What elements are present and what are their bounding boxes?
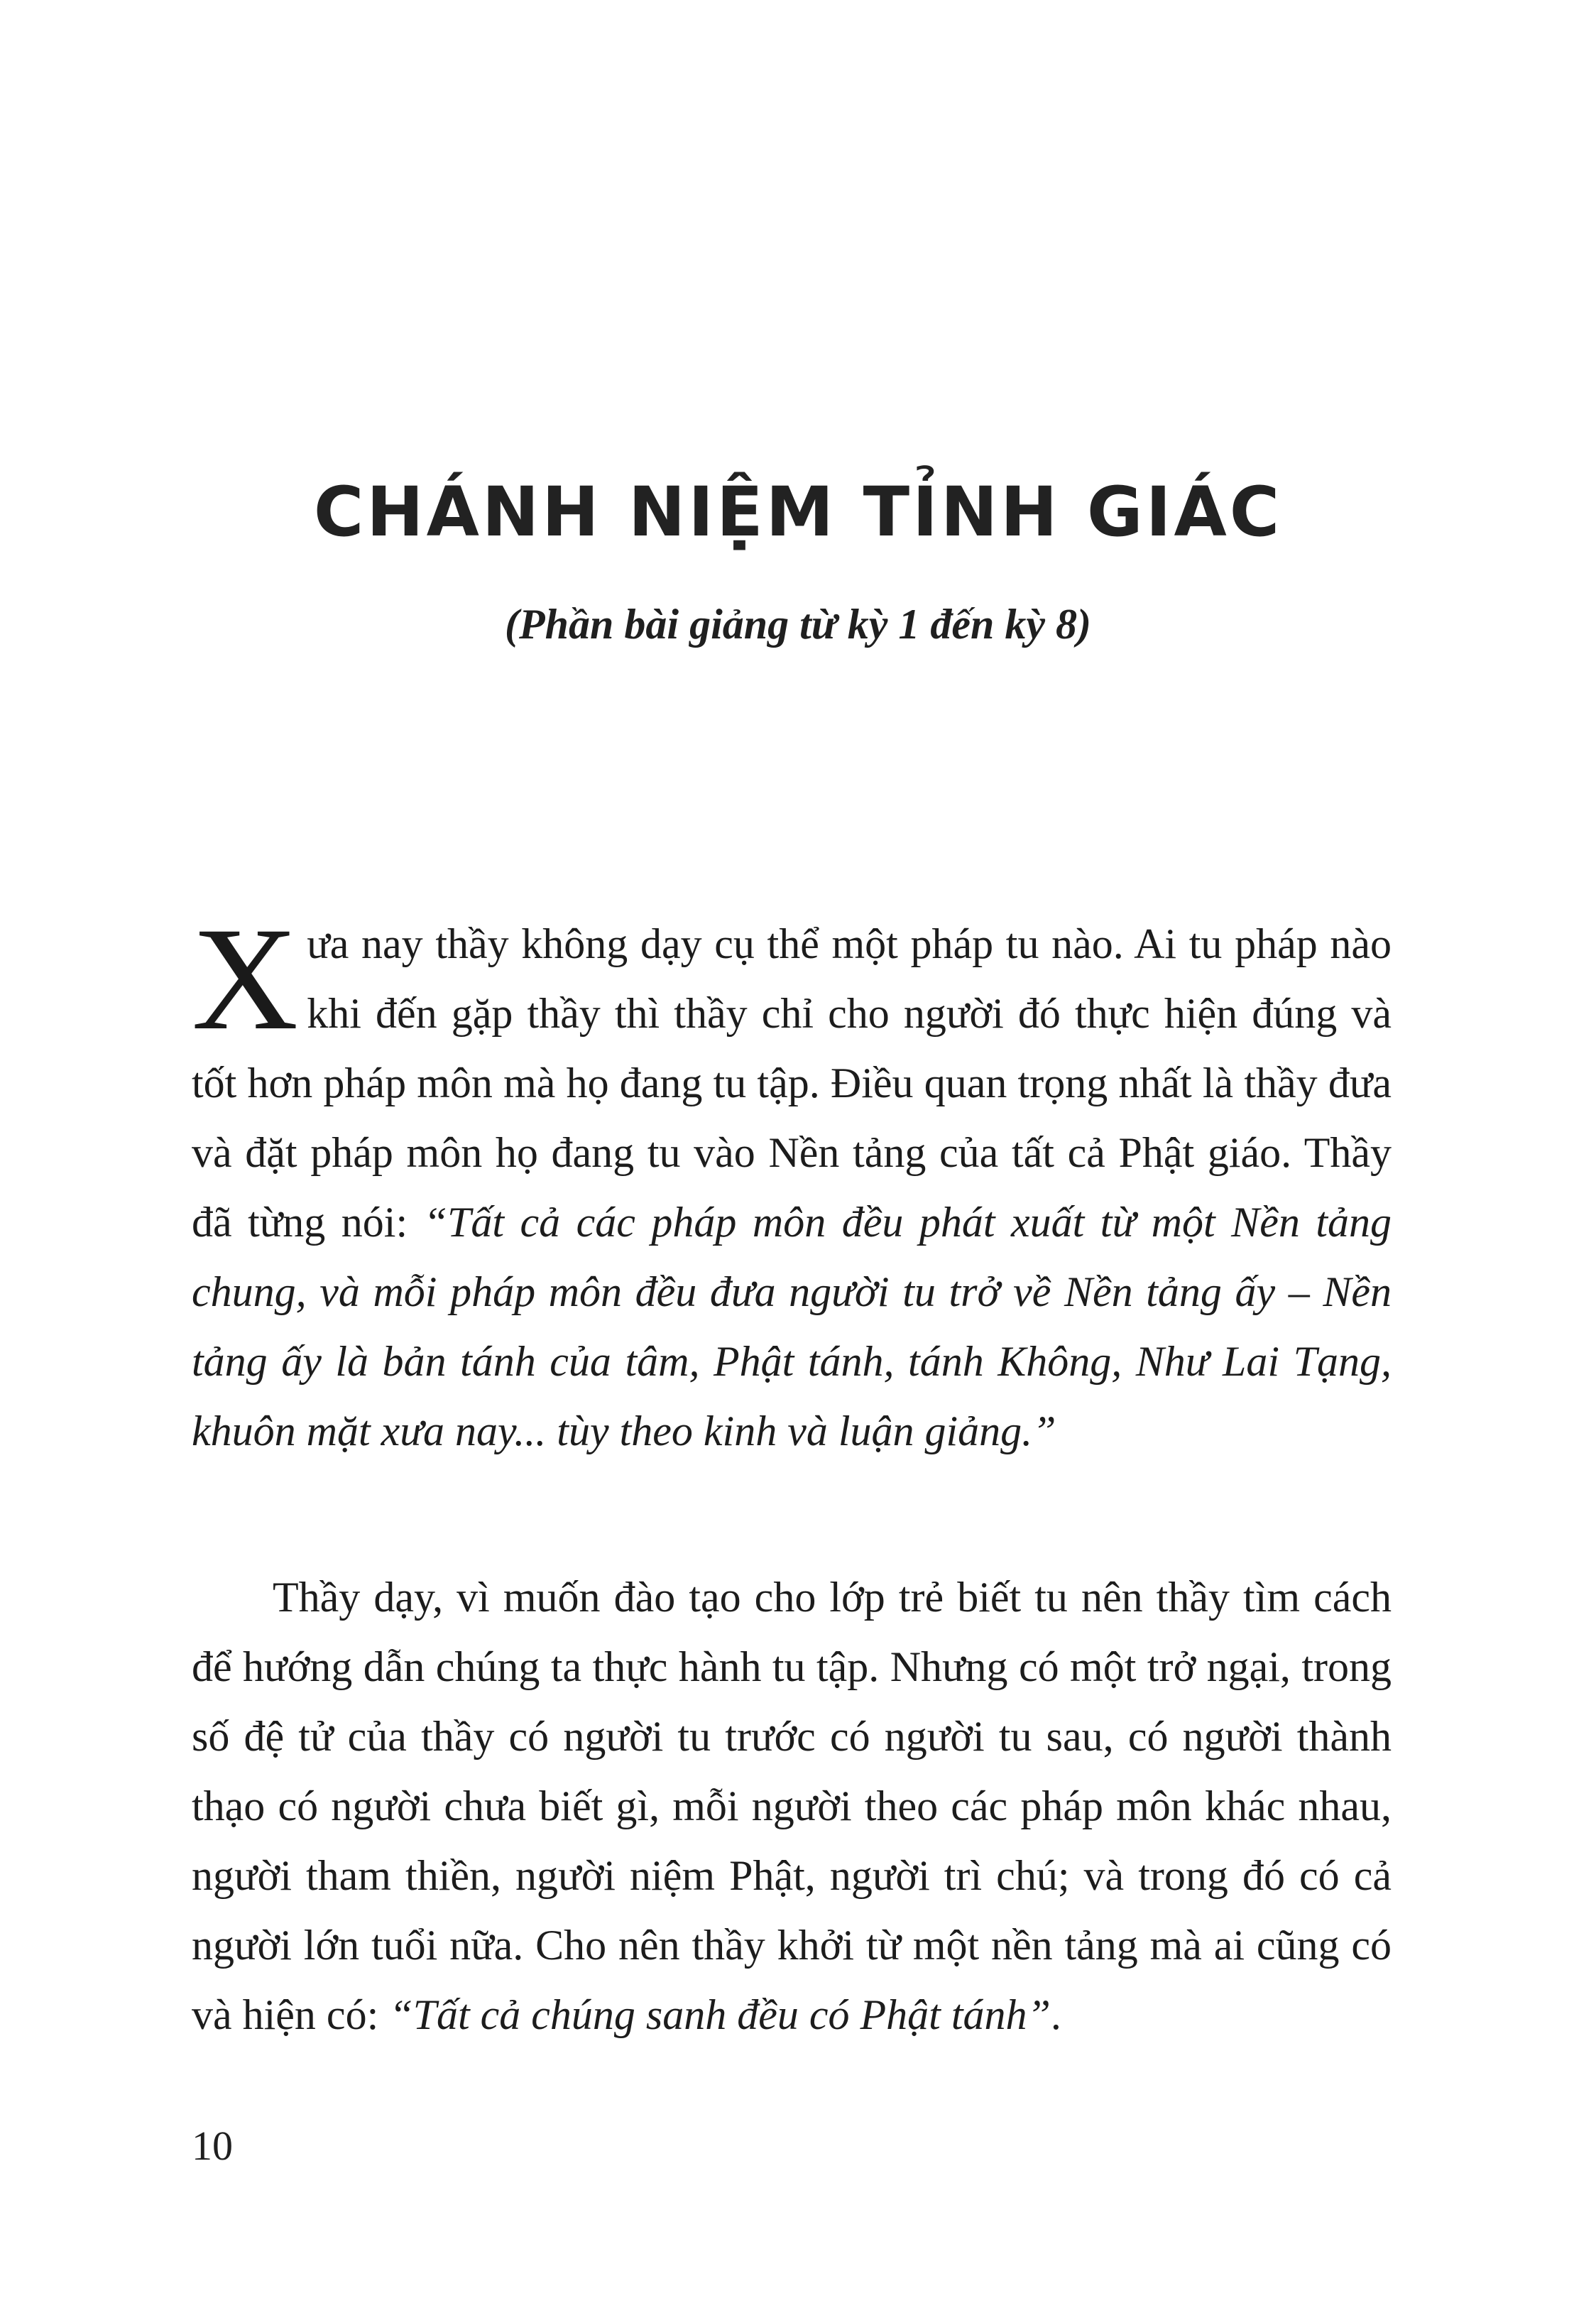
paragraph-1 xyxy=(192,897,1392,1466)
page-number: 10 xyxy=(192,2123,233,2169)
chapter-title: CHÁNH NIỆM TỈNH GIÁC xyxy=(313,472,1283,552)
paragraph-2 xyxy=(192,1562,1392,2050)
paragraph-2-quote: “Tất cả chúng sanh đều có Phật tánh” xyxy=(389,1991,1051,2038)
chapter-subtitle: (Phần bài giảng từ kỳ 1 đến kỳ 8) xyxy=(505,601,1091,648)
paragraph-2-tail: . xyxy=(1050,1991,1061,2038)
drop-cap: X xyxy=(192,897,299,1060)
paragraph-2-text: Thầy dạy, vì muốn đào tạo cho lớp trẻ biết tu nên thầy tìm cách để hướng dẫn chúng ta thực hành tu tập. Nhưng có một trở ngại, trong số đệ tử của thầy có người tu trước có người tu sau, có người thành thạo có người chưa biết gì, mỗi người theo các pháp môn khác nhau, người tham thiền, người niệm Phật, người trì chú; và trong đó có cả người lớn tuổi nữa. Cho nên thầy khởi từ một nền tảng mà ai cũng có và hiện có: xyxy=(192,1574,1392,2038)
paragraph-1-quote: “Tất cả các pháp môn đều phát xuất từ một Nền tảng chung, và mỗi pháp môn đều đưa người tu trở về Nền tảng ấy – Nền tảng ấy là bản tánh của tâm, Phật tánh, tánh Không, Như Lai Tạng, khuôn mặt xưa nay... tùy theo kinh và luận giảng.” xyxy=(192,1199,1392,1454)
paragraph-1-text: ưa nay thầy không dạy cụ thể một pháp tu nào. Ai tu pháp nào khi đến gặp thầy thì thầy chỉ cho người đó thực hiện đúng và tốt hơn pháp môn mà họ đang tu tập. Điều quan trọng nhất là thầy đưa và đặt pháp môn họ đang tu vào Nền tảng của tất cả Phật giáo. Thầy đã từng nói: xyxy=(192,920,1392,1246)
